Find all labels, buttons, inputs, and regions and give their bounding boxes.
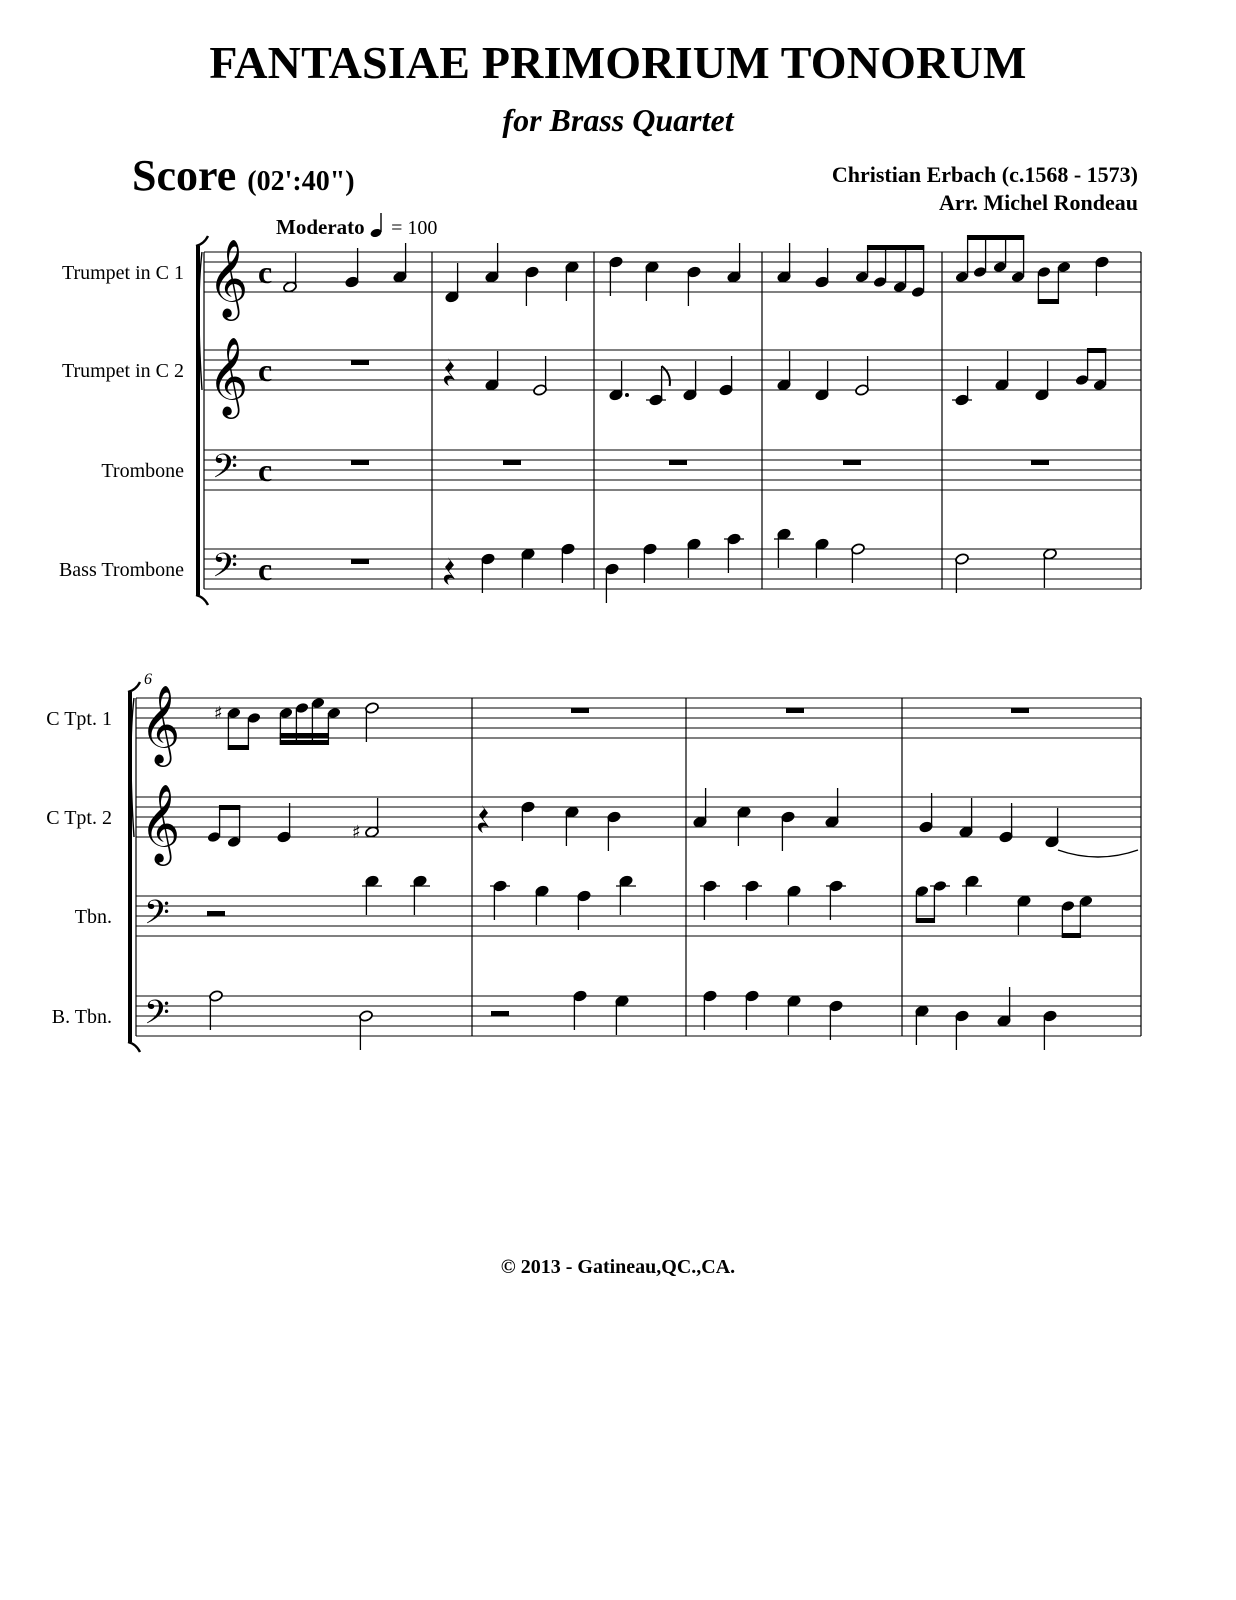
whole-rest (503, 460, 521, 465)
bass-clef-icon: 𝄢 (212, 547, 238, 593)
common-time-icon: c (258, 452, 273, 488)
whole-rest (1011, 708, 1029, 713)
beam (1087, 348, 1106, 353)
sharp-sign: ♯ (352, 822, 361, 843)
tempo-bpm: = 100 (391, 217, 438, 239)
dot (625, 393, 629, 397)
instrument-name: Trumpet in C 2 (61, 360, 184, 382)
beam (228, 745, 249, 750)
half-rest (207, 911, 225, 916)
bass-clef-icon: 𝄢 (144, 894, 170, 940)
bass-clef-icon: 𝄢 (212, 448, 238, 494)
measure-number: 6 (144, 671, 152, 688)
whole-rest (786, 708, 804, 713)
copyright: © 2013 - Gatineau,QC.,CA. (500, 1256, 736, 1278)
staff (52, 987, 1141, 1050)
bracket-hook (128, 682, 140, 692)
quarter-rest (478, 805, 489, 833)
treble-clef-icon: 𝄞 (140, 784, 181, 863)
beam (1038, 299, 1059, 304)
note-flag (662, 366, 670, 386)
staff (46, 685, 1141, 767)
beam (1062, 933, 1081, 938)
staff (62, 235, 1141, 321)
quarter-rest (444, 557, 455, 585)
bracket-hook (196, 595, 208, 605)
whole-rest (1031, 460, 1049, 465)
bracket-hook (128, 1042, 140, 1052)
instrument-name: C Tpt. 2 (46, 807, 112, 829)
beam (867, 245, 924, 250)
instrument-name: B. Tbn. (51, 1006, 112, 1028)
duration: (02':40") (247, 166, 355, 197)
whole-rest (843, 460, 861, 465)
staff (75, 875, 1141, 940)
beam (280, 740, 329, 745)
arranger: Arr. Michel Rondeau (938, 190, 1138, 215)
composer: Christian Erbach (c.1568 - 1573) (831, 162, 1138, 187)
common-time-icon: c (258, 352, 273, 388)
instrument-name: Trumpet in C 1 (61, 262, 184, 284)
staff (59, 528, 1141, 603)
treble-clef-icon: 𝄞 (208, 337, 249, 416)
treble-clef-icon: 𝄞 (140, 685, 181, 764)
treble-clef-icon: 𝄞 (208, 239, 249, 318)
instrument-name: Bass Trombone (58, 559, 184, 581)
instrument-name: Trombone (101, 460, 184, 482)
page-title: FANTASIAE PRIMORIUM TONORUM (209, 37, 1027, 88)
score-system (59, 235, 1141, 605)
score-system (46, 671, 1141, 1052)
beam (967, 235, 1024, 240)
bracket-hook (196, 236, 208, 246)
bass-clef-icon: 𝄢 (144, 994, 170, 1040)
instrument-name: Tbn. (74, 906, 112, 928)
beam (219, 805, 240, 810)
tie (1058, 850, 1138, 857)
quarter-rest (444, 358, 455, 386)
whole-rest (351, 559, 369, 564)
staff (101, 448, 1141, 494)
tempo-text: Moderato (276, 215, 365, 239)
half-rest (491, 1011, 509, 1016)
whole-rest (351, 460, 369, 465)
beam (280, 733, 329, 738)
whole-rest (351, 360, 369, 365)
whole-rest (571, 708, 589, 713)
instrument-name: C Tpt. 1 (46, 708, 112, 730)
common-time-icon: c (258, 254, 273, 290)
sharp-sign: ♯ (214, 703, 223, 724)
score-label: Score (132, 151, 237, 200)
common-time-icon: c (258, 551, 273, 587)
staff (46, 784, 1141, 866)
whole-rest (669, 460, 687, 465)
beam (916, 918, 935, 923)
page-subtitle: for Brass Quartet (502, 102, 734, 138)
staff (62, 337, 1141, 419)
